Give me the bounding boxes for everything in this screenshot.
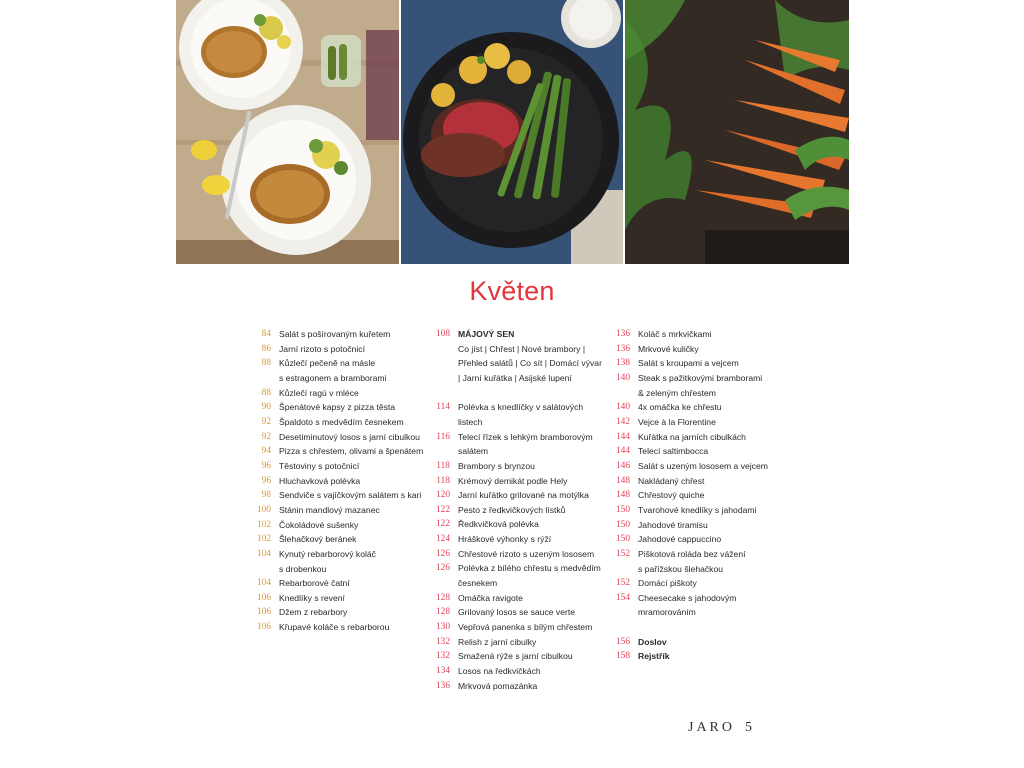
toc-entry-title-line: Sendviče s vajíčkovým salátem s kari xyxy=(279,490,422,501)
toc-page-number: 136 xyxy=(615,343,630,354)
toc-entry-title xyxy=(279,576,437,591)
toc-entry-title xyxy=(279,327,437,342)
toc-entry-title-line: Cheesecake s jahodovým xyxy=(638,592,737,603)
toc-entry-title-line: Piškotová roláda bez vážení xyxy=(638,548,746,559)
toc-entry-title xyxy=(638,474,790,489)
toc-entry[interactable] xyxy=(430,679,610,694)
toc-page-number: 144 xyxy=(615,446,630,457)
toc-entry-title xyxy=(638,459,790,474)
toc-page-number: 158 xyxy=(615,651,630,662)
toc-page-number: 150 xyxy=(615,519,630,530)
toc-entry-title xyxy=(458,635,610,650)
toc-entry-title-line: Salát s pošírovaným kuřetem xyxy=(279,329,391,339)
toc-entry-title-line: Steak s pažitkovými bramborami xyxy=(638,372,763,383)
toc-entry[interactable] xyxy=(430,474,610,489)
toc-entry[interactable] xyxy=(610,576,790,591)
toc-page-number: 136 xyxy=(435,680,450,691)
toc-entry-title-line: Brambory s brynzou xyxy=(458,460,535,471)
toc-entry-title xyxy=(638,400,790,415)
toc-page-number: 146 xyxy=(615,460,630,471)
toc-entry-title xyxy=(279,532,437,547)
toc-entry-title-line: Chřestové rizoto s uzeným lososem xyxy=(458,548,595,559)
toc-entry-title-line: Pesto z ředkvičkových lístků xyxy=(458,504,566,515)
toc-entry[interactable] xyxy=(610,400,790,415)
toc-entry-title-line: Jarní kuřátko grilované na motýlka xyxy=(458,490,589,501)
photo-strip xyxy=(176,0,849,264)
toc-entry[interactable] xyxy=(247,342,437,357)
toc-entry-title-line: MÁJOVÝ SEN xyxy=(458,329,515,339)
toc-entry-title-line: Vejce à la Florentine xyxy=(638,416,716,427)
toc-entry-title xyxy=(638,444,790,459)
toc-entry-title xyxy=(458,591,610,606)
toc-entry-title xyxy=(458,517,610,532)
toc-entry-title-line: Hráškové výhonky s rýží xyxy=(458,534,552,545)
toc-entry-title xyxy=(279,518,437,533)
toc-entry-title xyxy=(279,444,437,459)
toc-entry-title xyxy=(279,430,437,445)
toc-page-number: 142 xyxy=(615,416,630,427)
toc-spacer xyxy=(430,386,610,401)
toc-entry-title-line: s drobenkou xyxy=(279,563,327,574)
toc-spacer xyxy=(610,620,790,635)
toc-page-number: 150 xyxy=(615,534,630,545)
toc-entry-title-line: Těstoviny s potočnicí xyxy=(279,460,360,471)
toc-entry-title-line: Džem z rebarbory xyxy=(279,607,348,618)
toc-page-number: 106 xyxy=(256,592,271,603)
toc-entry[interactable] xyxy=(430,532,610,547)
toc-entry[interactable] xyxy=(247,415,437,430)
toc-entry-title xyxy=(638,430,790,445)
toc-entry-title-line: Salát s uzeným lososem a vejcem xyxy=(638,460,768,471)
toc-page-number: 92 xyxy=(261,416,271,427)
toc-entry[interactable] xyxy=(610,649,790,664)
toc-entry-title-line: Rejstřík xyxy=(638,651,670,662)
toc-page-number: 88 xyxy=(261,387,271,398)
toc-entry-title-line: | Jarní kuřátka | Asijské lupení xyxy=(458,372,572,383)
toc-entry-title xyxy=(638,488,790,503)
toc-entry[interactable] xyxy=(610,430,790,445)
toc-page-number: 100 xyxy=(256,504,271,515)
toc-entry-title-line: Pizza s chřestem, olivami a špenátem xyxy=(279,446,424,457)
toc-entry-title xyxy=(638,327,790,342)
toc-entry[interactable] xyxy=(610,415,790,430)
toc-entry[interactable] xyxy=(430,635,610,650)
toc-page-number: 88 xyxy=(261,358,271,369)
toc-entry-title-line: Hluchavková polévka xyxy=(279,475,361,486)
toc-entry-title xyxy=(458,488,610,503)
toc-page-number: 148 xyxy=(615,490,630,501)
toc-entry[interactable] xyxy=(610,591,790,620)
toc-entry-title-line: Stánin mandlový mazanec xyxy=(279,504,380,515)
toc-entry[interactable] xyxy=(610,444,790,459)
toc-entry-title xyxy=(279,591,437,606)
toc-page-number: 128 xyxy=(435,592,450,603)
toc-entry-title xyxy=(638,635,790,650)
toc-entry-title xyxy=(638,342,790,357)
toc-entry-title xyxy=(279,620,437,635)
toc-entry-title xyxy=(458,474,610,489)
toc-entry-title xyxy=(638,532,790,547)
toc-entry-title-line: s estragonem a bramborami xyxy=(279,372,387,383)
toc-entry[interactable] xyxy=(247,386,437,401)
toc-entry[interactable] xyxy=(247,327,437,342)
toc-entry-title-line: Špaldoto s medvědím česnekem xyxy=(279,416,404,427)
toc-entry-title-line: Relish z jarní cibulky xyxy=(458,636,537,647)
toc-page-number: 102 xyxy=(256,519,271,530)
toc-page-number: 144 xyxy=(615,431,630,442)
toc-entry-title-line: Vepřová panenka s bílým chřestem xyxy=(458,622,593,633)
toc-entry-title xyxy=(279,415,437,430)
toc-entry[interactable] xyxy=(610,547,790,576)
toc-entry-title xyxy=(638,503,790,518)
toc-entry[interactable] xyxy=(247,620,437,635)
toc-entry[interactable] xyxy=(247,459,437,474)
toc-entry-title xyxy=(638,649,790,664)
toc-entry-title-line: Chřestový quiche xyxy=(638,490,705,501)
toc-entry-title xyxy=(279,400,437,415)
toc-entry-title xyxy=(638,576,790,591)
toc-entry-title-line: s pařížskou šlehačkou xyxy=(638,563,724,574)
toc-entry[interactable] xyxy=(430,327,610,386)
toc-entry-title-line: 4x omáčka ke chřestu xyxy=(638,402,722,413)
toc-page-number: 102 xyxy=(256,534,271,545)
toc-entry[interactable] xyxy=(247,518,437,533)
toc-entry-title xyxy=(458,400,610,429)
toc-entry-title-line: Krémový demikát podle Hely xyxy=(458,475,568,486)
toc-entry-title-line: Knedlíky s revení xyxy=(279,592,345,603)
toc-column-2 xyxy=(430,327,610,693)
toc-entry[interactable] xyxy=(430,561,610,590)
toc-entry[interactable] xyxy=(247,591,437,606)
toc-entry-title-line: Domácí piškoty xyxy=(638,578,697,589)
toc-entry[interactable] xyxy=(610,488,790,503)
toc-entry-title xyxy=(279,605,437,620)
toc-entry-title-line: Jahodové cappuccino xyxy=(638,534,722,545)
toc-entry[interactable] xyxy=(610,503,790,518)
toc-entry[interactable] xyxy=(610,327,790,342)
toc-entry-title-line: Nakládaný chřest xyxy=(638,475,705,486)
toc-entry[interactable] xyxy=(247,576,437,591)
footer-section-label: JARO xyxy=(688,720,736,735)
toc-entry-title-line: Tvarohové knedlíky s jahodami xyxy=(638,504,757,515)
toc-entry[interactable] xyxy=(610,371,790,400)
toc-entry[interactable] xyxy=(430,488,610,503)
steak-asparagus-photo xyxy=(401,0,623,264)
toc-entry[interactable] xyxy=(610,518,790,533)
toc-entry-title xyxy=(279,459,437,474)
toc-entry[interactable] xyxy=(430,503,610,518)
toc-entry-title-line: Omáčka ravigote xyxy=(458,592,523,603)
toc-entry[interactable] xyxy=(430,605,610,620)
toc-page-number: 156 xyxy=(615,636,630,647)
toc-entry-title xyxy=(638,415,790,430)
page-footer xyxy=(688,720,752,736)
toc-page-number: 106 xyxy=(256,622,271,633)
toc-entry-title-line: Jahodové tiramisu xyxy=(638,519,708,530)
toc-entry-title xyxy=(458,503,610,518)
toc-entry-title xyxy=(279,356,437,385)
toc-page-number: 122 xyxy=(435,504,450,515)
toc-entry-title-line: Šlehačkový beránek xyxy=(279,534,357,545)
toc-entry[interactable] xyxy=(430,459,610,474)
toc-entry-title-line: Špenátové kapsy z pizza těsta xyxy=(279,402,396,413)
toc-entry[interactable] xyxy=(247,474,437,489)
toc-entry-title xyxy=(458,679,610,694)
toc-entry-title xyxy=(458,532,610,547)
toc-page-number: 84 xyxy=(261,329,271,339)
toc-entry-title-line: Desetiminutový losos s jarní cibulkou xyxy=(279,431,420,442)
toc-page-number: 134 xyxy=(435,666,450,677)
toc-page-number: 96 xyxy=(261,460,271,471)
toc-entry-title-line: Salát s kroupami a vejcem xyxy=(638,358,739,369)
toc-entry-title-line: mramorováním xyxy=(638,607,696,618)
toc-entry[interactable] xyxy=(247,430,437,445)
toc-page-number: 90 xyxy=(261,402,271,413)
toc-entry-title xyxy=(458,459,610,474)
toc-page-number: 104 xyxy=(256,578,271,589)
toc-entry-title xyxy=(279,547,437,576)
toc-page-number: 116 xyxy=(436,431,450,442)
toc-entry-title xyxy=(638,591,790,620)
toc-entry-title-line: Telecí saltimbocca xyxy=(638,446,709,457)
toc-entry-title-line: Křupavé koláče s rebarborou xyxy=(279,622,390,633)
toc-entry[interactable] xyxy=(610,459,790,474)
toc-entry[interactable] xyxy=(610,356,790,371)
toc-entry-title xyxy=(458,430,610,459)
toc-entry-title xyxy=(458,620,610,635)
toc-entry[interactable] xyxy=(430,400,610,429)
toc-entry-title-line: Přehled salátů | Co sít | Domácí vývar xyxy=(458,358,602,369)
toc-entry[interactable] xyxy=(610,635,790,650)
toc-entry[interactable] xyxy=(247,488,437,503)
toc-entry-title-line: Čokoládové sušenky xyxy=(279,519,359,530)
toc-entry[interactable] xyxy=(430,649,610,664)
toc-page-number: 148 xyxy=(615,475,630,486)
toc-entry-title xyxy=(638,547,790,576)
toc-entry-title xyxy=(279,503,437,518)
toc-entry-title-line: Kůzlečí ragú v mléce xyxy=(279,387,359,398)
toc-page-number: 122 xyxy=(435,519,450,530)
toc-page-number: 124 xyxy=(435,534,450,545)
toc-entry[interactable] xyxy=(610,342,790,357)
toc-entry-title xyxy=(458,649,610,664)
toc-page-number: 92 xyxy=(261,431,271,442)
toc-page-number: 118 xyxy=(436,460,450,471)
toc-page-number: 154 xyxy=(615,592,630,603)
toc-page-number: 140 xyxy=(615,402,630,413)
toc-entry-title-line: Grilovaný losos se sauce verte xyxy=(458,607,576,618)
toc-entry[interactable] xyxy=(610,532,790,547)
toc-page-number: 98 xyxy=(261,490,271,501)
toc-entry-title xyxy=(458,547,610,562)
toc-page-number: 136 xyxy=(615,329,630,339)
toc-entry[interactable] xyxy=(430,517,610,532)
toc-page-number: 152 xyxy=(615,548,630,559)
toc-page-number: 104 xyxy=(256,548,271,559)
toc-entry[interactable] xyxy=(430,591,610,606)
toc-page-number: 108 xyxy=(435,329,450,339)
toc-entry[interactable] xyxy=(247,605,437,620)
toc-entry-title-line: Mrkvová pomazánka xyxy=(458,680,538,691)
toc-entry[interactable] xyxy=(610,474,790,489)
toc-entry-title-line: Co jíst | Chřest | Nové brambory | xyxy=(458,343,586,354)
toc-entry-title xyxy=(638,518,790,533)
toc-entry-title xyxy=(458,664,610,679)
toc-entry[interactable] xyxy=(247,444,437,459)
toc-entry-title-line: Polévka s knedlíčky v salátových xyxy=(458,402,584,413)
toc-entry-title-line: Rebarborové čatní xyxy=(279,578,350,589)
toc-entry-title-line: Koláč s mrkvičkami xyxy=(638,329,712,339)
toc-entry-title-line: Jarní rizoto s potočnicí xyxy=(279,343,365,354)
toc-entry-title-line: Kuřátka na jarních cibulkách xyxy=(638,431,746,442)
toc-entry[interactable] xyxy=(247,503,437,518)
toc-entry-title-line: & zeleným chřestem xyxy=(638,387,716,398)
toc-entry-title xyxy=(638,356,790,371)
toc-entry-title-line: Losos na ředkvičkách xyxy=(458,666,541,677)
toc-entry[interactable] xyxy=(430,547,610,562)
toc-entry-title xyxy=(279,488,437,503)
toc-entry-title-line: Kůzlečí pečeně na másle xyxy=(279,358,376,369)
toc-entry-title xyxy=(279,474,437,489)
toc-entry-title-line: listech xyxy=(458,416,483,427)
toc-entry[interactable] xyxy=(247,356,437,385)
toc-page-number: 130 xyxy=(435,622,450,633)
toc-entry-title-line: Doslov xyxy=(638,636,667,647)
toc-page-number: 132 xyxy=(435,636,450,647)
toc-page-number: 126 xyxy=(435,563,450,574)
toc-entry-title-line: česnekem xyxy=(458,578,498,589)
toc-entry-title xyxy=(638,371,790,400)
toc-page-number: 138 xyxy=(615,358,630,369)
toc-entry-title-line: Ředkvičková polévka xyxy=(458,519,539,530)
toc-entry[interactable] xyxy=(247,547,437,576)
carrots-photo xyxy=(625,0,849,264)
toc-page-number: 118 xyxy=(436,475,450,486)
toc-page-number: 150 xyxy=(615,504,630,515)
toc-entry-title xyxy=(458,561,610,590)
toc-entry-title xyxy=(458,605,610,620)
toc-entry-title-line: Mrkvové kuličky xyxy=(638,343,699,354)
toc-entry-title-line: salátem xyxy=(458,446,489,457)
toc-page-number: 140 xyxy=(615,372,630,383)
toc-column-3 xyxy=(610,327,790,664)
section-title: Květen xyxy=(469,276,555,306)
toc-page-number: 152 xyxy=(615,578,630,589)
toc-entry[interactable] xyxy=(430,664,610,679)
toc-entry-title xyxy=(458,327,610,386)
toc-entry-title xyxy=(279,386,437,401)
toc-page-number: 106 xyxy=(256,607,271,618)
toc-entry[interactable] xyxy=(247,532,437,547)
schnitzel-plates-photo xyxy=(176,0,399,264)
toc-entry-title-line: Smažená rýže s jarní cibulkou xyxy=(458,651,573,662)
toc-column-1 xyxy=(247,327,437,635)
toc-entry[interactable] xyxy=(430,620,610,635)
toc-page-number: 86 xyxy=(261,343,271,354)
toc-page-number: 126 xyxy=(435,548,450,559)
toc-entry[interactable] xyxy=(247,400,437,415)
toc-entry-title xyxy=(279,342,437,357)
toc-entry-title-line: Telecí řízek s lehkým bramborovým xyxy=(458,431,593,442)
toc-entry[interactable] xyxy=(430,430,610,459)
toc-entry-title-line: Polévka z bílého chřestu s medvědím xyxy=(458,563,601,574)
toc-page-number: 128 xyxy=(435,607,450,618)
page-number: 5 xyxy=(745,720,753,735)
toc-page-number: 132 xyxy=(435,651,450,662)
toc-page-number: 120 xyxy=(435,490,450,501)
toc-entry-title-line: Kynutý rebarborový koláč xyxy=(279,548,376,559)
toc-page-number: 96 xyxy=(261,475,271,486)
toc-page-number: 94 xyxy=(261,446,271,457)
toc-page-number: 114 xyxy=(436,402,450,413)
